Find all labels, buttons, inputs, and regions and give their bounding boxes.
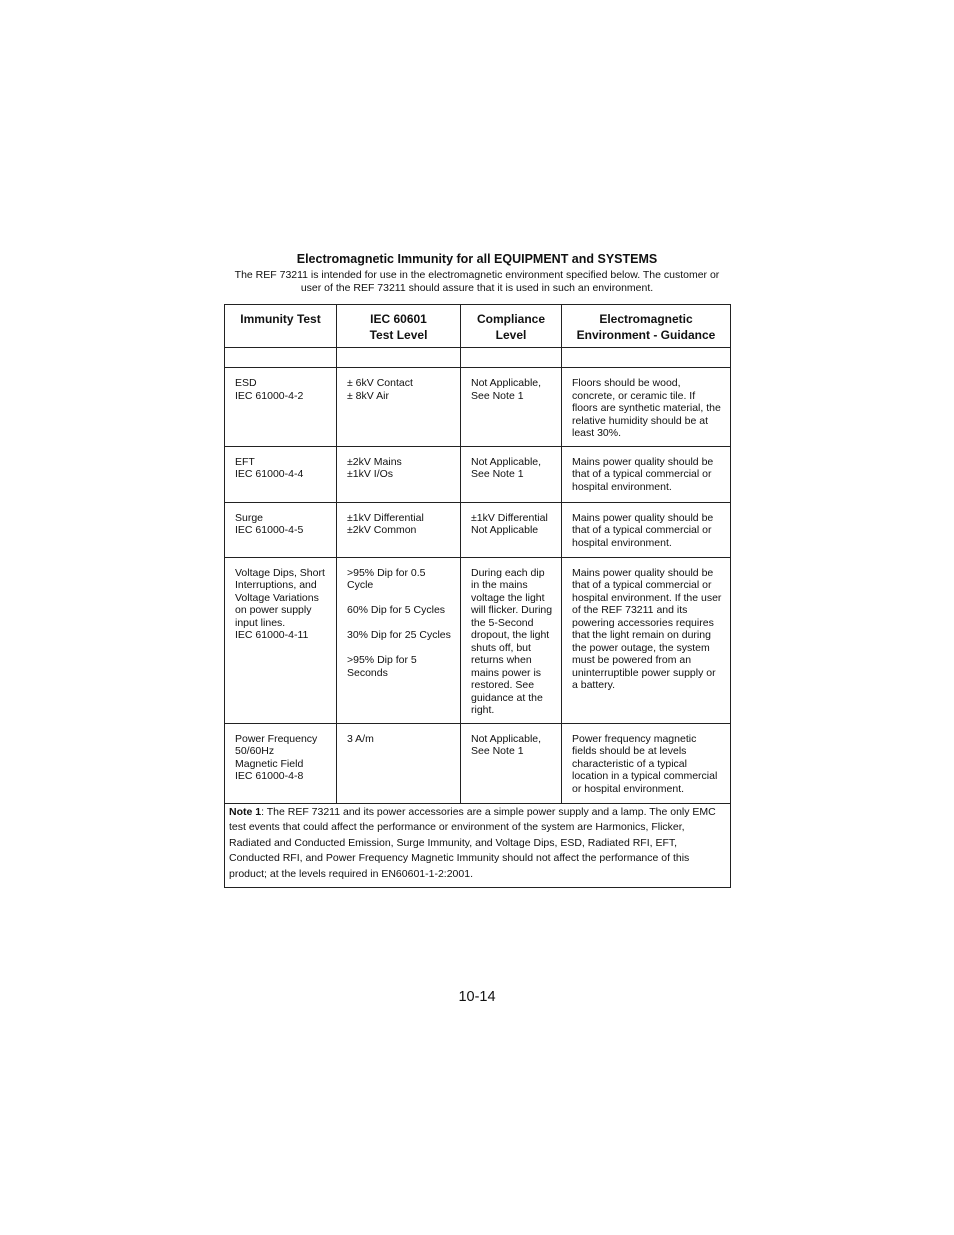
table-cell: Mains power quality should be that of a typical commercial or hospital environment. If the user of the REF 73211 and its powering accessories requires that the light remain on during the power outage, the system must be powered from an uninterruptible power supply or a battery.: [562, 557, 731, 723]
header-compliance-level: Compliance Level: [461, 305, 562, 348]
table-header-row: [225, 305, 731, 348]
header-separator: [225, 348, 731, 368]
table-row: [225, 368, 731, 447]
table-cell: Mains power quality should be that of a typical commercial or hospital environment.: [562, 502, 731, 557]
table-cell: ±1kV Differential ±2kV Common: [337, 502, 461, 557]
note-text: : The REF 73211 and its power accessories are a simple power supply and a lamp. The only EMC test events that could affect the performance or environment of the system are Harmonics, Flicker, Radiated and Conducted Emission, Surge Immunity, and Voltage Dips, ESD, Radiated RFI, EFT, Conducted RFI, and Power Frequency Magnetic Immunity should not affect the performance of this product; at the levels required in EN60601-1-2:2001.: [229, 805, 716, 880]
table-cell: Not Applicable, See Note 1: [461, 368, 562, 447]
table-cell: 3 A/m: [337, 723, 461, 803]
table-cell: During each dip in the mains voltage the light will flicker. During the 5-Second dropout, the light shuts off, but returns when mains power is restored. See guidance at the right.: [461, 557, 562, 723]
note-row: [225, 803, 731, 888]
table-cell: Power Frequency 50/60Hz Magnetic Field IEC 61000-4-8: [225, 723, 337, 803]
table-cell: >95% Dip for 0.5 Cycle 60% Dip for 5 Cycles 30% Dip for 25 Cycles >95% Dip for 5 Seconds: [337, 557, 461, 723]
note-label: Note 1: [229, 805, 262, 818]
table-row: [225, 446, 731, 502]
page-number: 10-14: [458, 989, 496, 1005]
header-guidance: Electromagnetic Environment - Guidance: [562, 305, 731, 348]
table-cell: Floors should be wood, concrete, or ceramic tile. If floors are synthetic material, the relative humidity should be at least 30%.: [562, 368, 731, 447]
table-cell: ESD IEC 61000-4-2: [225, 368, 337, 447]
table-row: [225, 557, 731, 723]
table-cell: ±2kV Mains ±1kV I/Os: [337, 446, 461, 502]
table-cell: EFT IEC 61000-4-4: [225, 446, 337, 502]
table-cell: Not Applicable, See Note 1: [461, 446, 562, 502]
immunity-table: [224, 304, 731, 888]
table-cell: Mains power quality should be that of a typical commercial or hospital environment.: [562, 446, 731, 502]
table-cell: Surge IEC 61000-4-5: [225, 502, 337, 557]
note-cell: [225, 803, 731, 888]
header-test-level: IEC 60601 Test Level: [337, 305, 461, 348]
table-cell: Power frequency magnetic fields should be at levels characteristic of a typical location in a typical commercial or hospital environment.: [562, 723, 731, 803]
document-title: Electromagnetic Immunity for all EQUIPMENT and SYSTEMS: [296, 252, 658, 266]
header-immunity-test: Immunity Test: [225, 305, 337, 348]
table-cell: ± 6kV Contact ± 8kV Air: [337, 368, 461, 447]
intro-paragraph: The REF 73211 is intended for use in the electromagnetic environment specified below. The customer or user of the REF 73211 should assure that it is used in such an environment.: [234, 269, 720, 294]
table-cell: Voltage Dips, Short Interruptions, and Voltage Variations on power supply input lines. IEC 61000-4-11: [225, 557, 337, 723]
table-row: [225, 723, 731, 803]
table-cell: ±1kV Differential Not Applicable: [461, 502, 562, 557]
table-row: [225, 502, 731, 557]
table-cell: Not Applicable, See Note 1: [461, 723, 562, 803]
